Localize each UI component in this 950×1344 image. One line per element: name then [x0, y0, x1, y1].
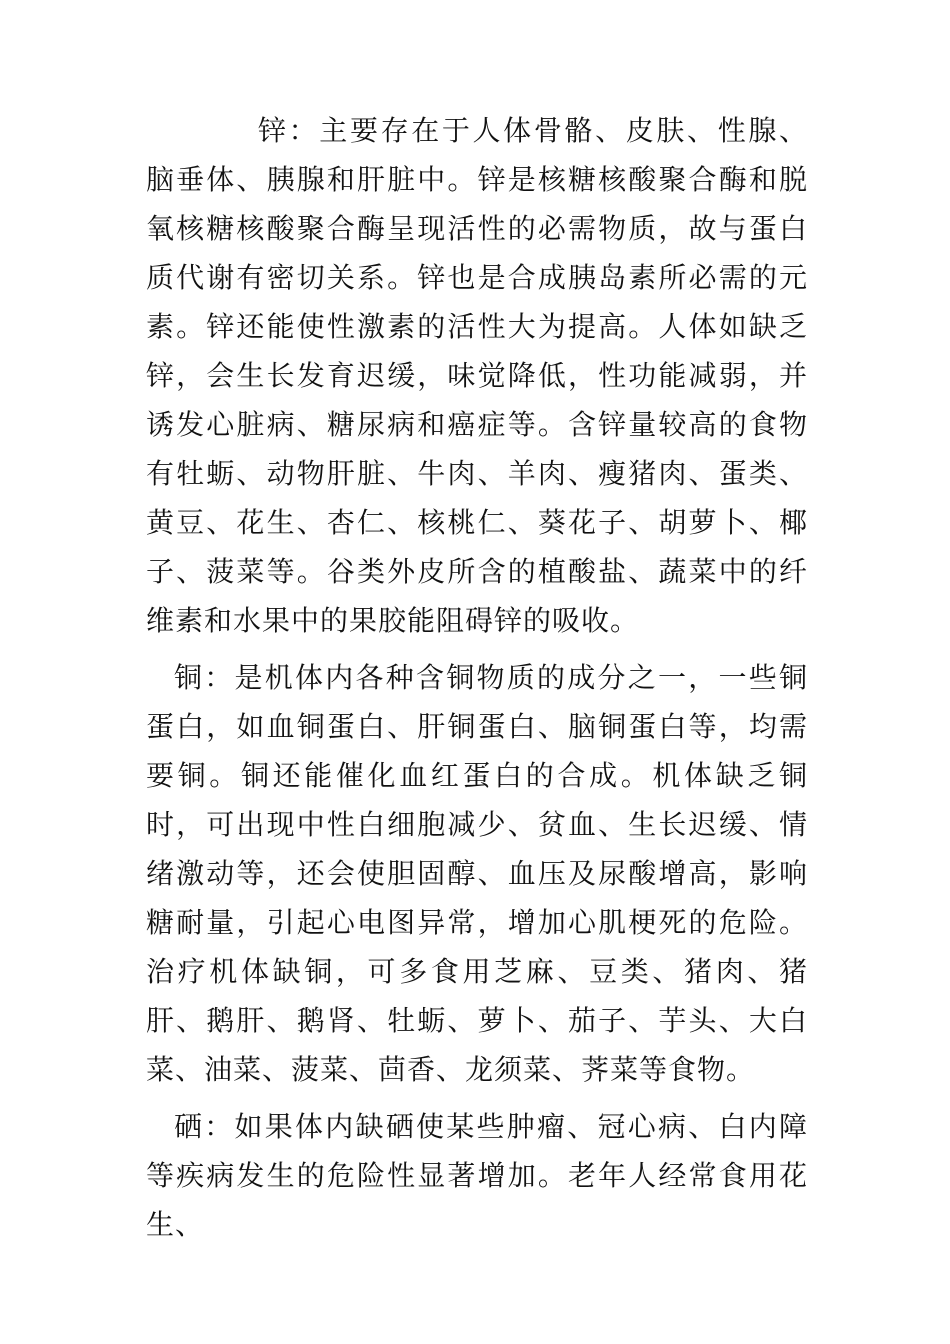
body-text: [146, 106, 808, 1249]
paragraph-zinc: 锌：主要存在于人体骨骼、皮肤、性腺、脑垂体、胰腺和肝脏中。锌是核糖核酸聚合酶和脱氧核糖核酸聚合酶呈现活性的必需物质，故与蛋白质代谢有密切关系。锌也是合成胰岛素所必需的元素。锌还能使性激素的活性大为提高。人体如缺乏锌，会生长发育迟缓，味觉降低，性功能减弱，并诱发心脏病、糖尿病和癌症等。含锌量较高的食物有牡蛎、动物肝脏、牛肉、羊肉、瘦猪肉、蛋类、黄豆、花生、杏仁、核桃仁、葵花子、胡萝卜、椰子、菠菜等。谷类外皮所含的植酸盐、蔬菜中的纤维素和水果中的果胶能阻碍锌的吸收。: [146, 114, 808, 637]
paragraph-copper: 铜：是机体内各种含铜物质的成分之一，一些铜蛋白，如血铜蛋白、肝铜蛋白、脑铜蛋白等，均需要铜。铜还能催化血红蛋白的合成。机体缺乏铜时，可出现中性白细胞减少、贫血、生长迟缓、情绪激动等，还会使胆固醇、血压及尿酸增高，影响糖耐量，引起心电图异常，增加心肌梗死的危险。治疗机体缺铜，可多食用芝麻、豆类、猪肉、猪肝、鹅肝、鹅肾、牡蛎、萝卜、茄子、芋头、大白菜、油菜、菠菜、茴香、龙须菜、荠菜等食物。: [146, 661, 808, 1086]
paragraph-selenium: 硒：如果体内缺硒使某些肿瘤、冠心病、白内障等疾病发生的危险性显著增加。老年人经常食用花生、: [146, 1110, 808, 1241]
